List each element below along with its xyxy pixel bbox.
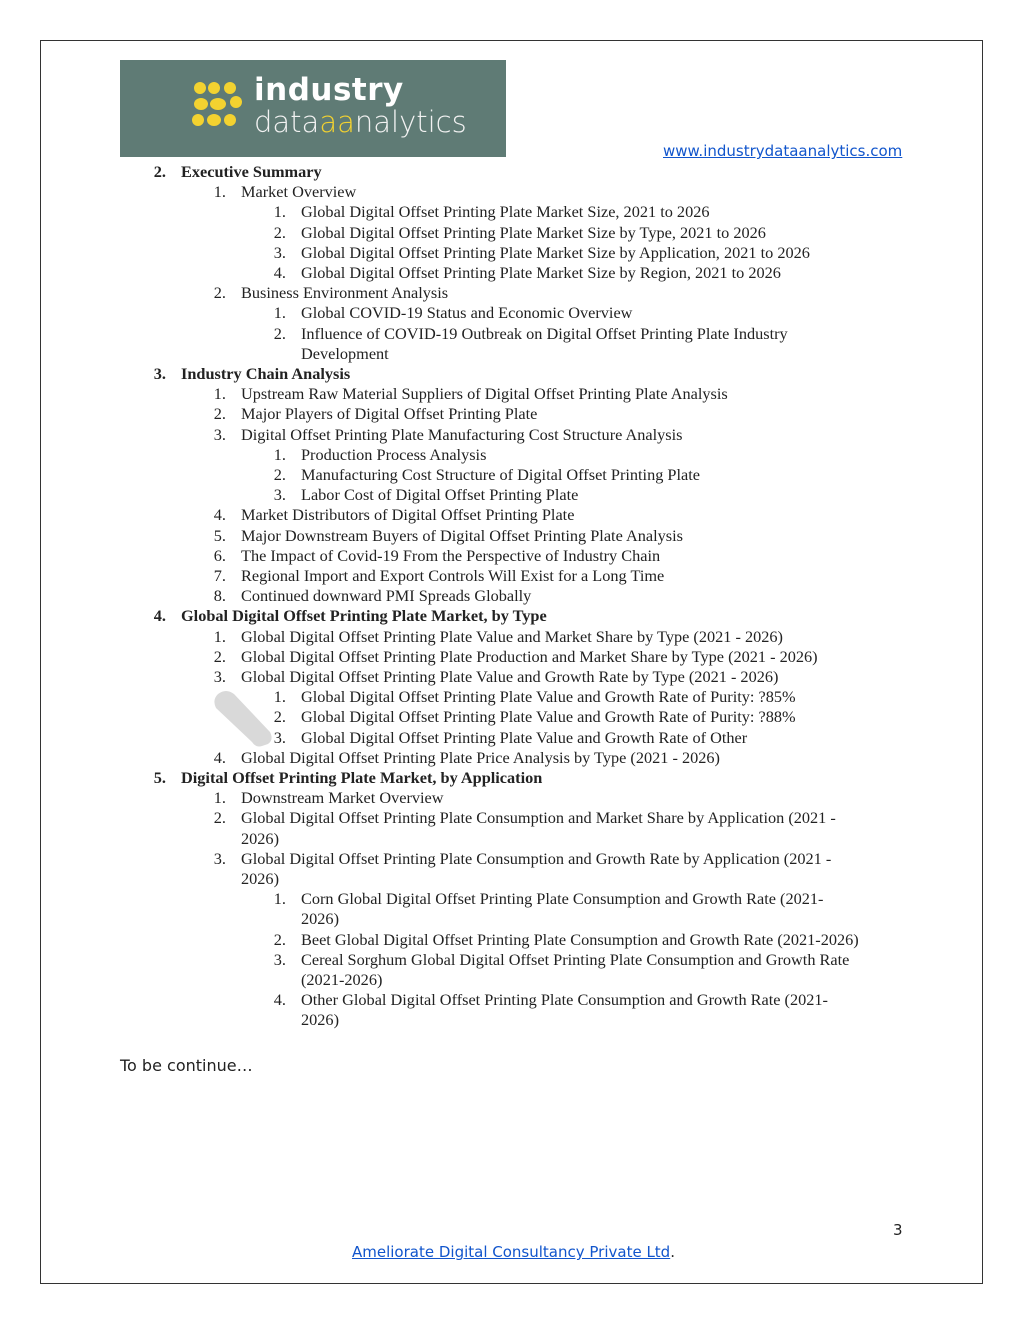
toc-item-number: 3. bbox=[273, 242, 286, 262]
toc-item-label: Major Players of Digital Offset Printing Plate bbox=[241, 404, 538, 424]
toc-item-number: 4. bbox=[213, 505, 226, 525]
toc-item-number: 1. bbox=[213, 182, 226, 202]
toc-item-number: 5. bbox=[153, 768, 166, 787]
toc-item-number: 4. bbox=[213, 747, 226, 767]
footer-period: . bbox=[670, 1243, 675, 1261]
toc-item-label: Global Digital Offset Printing Plate Market Size by Type, 2021 to 2026 bbox=[301, 222, 766, 242]
logo-dots-icon bbox=[192, 80, 244, 132]
toc-item-label: Market Overview bbox=[241, 182, 357, 202]
toc-item-label: Global Digital Offset Printing Plate Production and Market Share by Type (2021 - 2026) bbox=[241, 646, 818, 666]
footer bbox=[352, 1243, 675, 1261]
toc-item-number: 1. bbox=[213, 788, 226, 808]
toc-item-number: 2. bbox=[213, 404, 226, 424]
toc-item-label: Global Digital Offset Printing Plate Market Size by Region, 2021 to 2026 bbox=[301, 263, 781, 282]
toc-item-label: Global Digital Offset Printing Plate Value and Market Share by Type (2021 - 2026) bbox=[241, 626, 783, 646]
toc-item-number: 1. bbox=[273, 444, 286, 464]
toc-item-label: (2021-2026) bbox=[301, 970, 383, 989]
toc-item-number: 3. bbox=[273, 727, 286, 747]
toc-item-label: Production Process Analysis bbox=[301, 444, 487, 464]
company-logo bbox=[120, 60, 506, 157]
toc-item-label: Regional Import and Export Controls Will Exist for a Long Time bbox=[241, 566, 665, 585]
toc-item-number: 3. bbox=[213, 667, 226, 686]
toc-item-number: 5. bbox=[213, 525, 226, 545]
logo-word-dataanalytics: dataaanalytics bbox=[254, 105, 467, 139]
toc-item-number: 3. bbox=[273, 485, 286, 505]
toc-item-label: Development bbox=[301, 343, 389, 363]
toc-item-label: Continued downward PMI Spreads Globally bbox=[241, 586, 532, 606]
website-link[interactable]: www.industrydataanalytics.com bbox=[663, 142, 903, 160]
toc-item-label: Global Digital Offset Printing Plate Market Size by Application, 2021 to 2026 bbox=[301, 242, 810, 262]
toc-item-label: Global Digital Offset Printing Plate Consumption and Market Share by Application (2021 - bbox=[241, 808, 836, 828]
toc-item-number: 2. bbox=[273, 929, 286, 949]
toc-item-label: Global Digital Offset Printing Plate Market, by Type bbox=[181, 606, 547, 626]
toc-item-label: Other Global Digital Offset Printing Plate Consumption and Growth Rate (2021- bbox=[301, 990, 828, 1010]
toc-item-number: 2. bbox=[213, 808, 226, 828]
page-number: 3 bbox=[893, 1221, 903, 1239]
toc-item-number: 2. bbox=[213, 283, 226, 303]
toc-item-label: Global Digital Offset Printing Plate Value and Growth Rate of Purity: ?85% bbox=[301, 687, 796, 707]
toc-item-number: 1. bbox=[213, 626, 226, 646]
toc-item-number: 2. bbox=[153, 162, 166, 181]
toc-item-number: 2. bbox=[273, 707, 286, 727]
toc-item-number: 6. bbox=[213, 545, 226, 565]
toc-item-label: Corn Global Digital Offset Printing Plate Consumption and Growth Rate (2021- bbox=[301, 889, 824, 909]
toc-item-label: Upstream Raw Material Suppliers of Digital Offset Printing Plate Analysis bbox=[241, 384, 728, 404]
toc-item-label: 2026) bbox=[301, 1010, 339, 1030]
toc-item-number: 3. bbox=[153, 364, 166, 383]
toc-item-label: 2026) bbox=[301, 909, 339, 929]
toc-item-label: Beet Global Digital Offset Printing Plate Consumption and Growth Rate (2021-2026) bbox=[301, 929, 859, 949]
toc-item-label: 2026) bbox=[241, 828, 279, 848]
toc-item-label: Global Digital Offset Printing Plate Value and Growth Rate of Purity: ?88% bbox=[301, 707, 796, 727]
toc-item-number: 4. bbox=[153, 606, 166, 626]
footer-company-link[interactable]: Ameliorate Digital Consultancy Private Ltd bbox=[352, 1243, 671, 1261]
toc-item-label: Downstream Market Overview bbox=[241, 788, 444, 808]
toc-item-label: Industry Chain Analysis bbox=[181, 364, 351, 383]
toc-item-label: Manufacturing Cost Structure of Digital Offset Printing Plate bbox=[301, 465, 700, 484]
toc-item-label: Global Digital Offset Printing Plate Price Analysis by Type (2021 - 2026) bbox=[241, 747, 720, 767]
toc-item-number: 1. bbox=[273, 687, 286, 707]
toc-item-label: Global Digital Offset Printing Plate Value and Growth Rate of Other bbox=[301, 727, 748, 747]
toc-item-number: 3. bbox=[273, 949, 286, 969]
toc-item-number: 4. bbox=[273, 263, 286, 282]
toc-item-label: Business Environment Analysis bbox=[241, 283, 449, 303]
toc-item-number: 2. bbox=[273, 323, 286, 343]
toc-item-label: Global Digital Offset Printing Plate Value and Growth Rate by Type (2021 - 2026) bbox=[241, 667, 779, 686]
toc-item-label: Global Digital Offset Printing Plate Consumption and Growth Rate by Application (2021 - bbox=[241, 848, 832, 868]
toc-item-number: 1. bbox=[273, 303, 286, 323]
toc-item-label: 2026) bbox=[241, 869, 279, 888]
toc-item-label: Market Distributors of Digital Offset Printing Plate bbox=[241, 505, 575, 525]
toc-item-number: 2. bbox=[273, 465, 286, 484]
toc-item-number: 2. bbox=[273, 222, 286, 242]
toc-item-label: Labor Cost of Digital Offset Printing Plate bbox=[301, 485, 579, 505]
continue-note: To be continue… bbox=[120, 1056, 253, 1075]
toc-item-label: Global COVID-19 Status and Economic Overview bbox=[301, 303, 633, 323]
toc-item-label: Executive Summary bbox=[181, 162, 322, 181]
toc-item-label: Influence of COVID-19 Outbreak on Digital Offset Printing Plate Industry bbox=[301, 323, 788, 343]
toc-item-number: 1. bbox=[273, 202, 286, 222]
toc-item-label: Major Downstream Buyers of Digital Offset Printing Plate Analysis bbox=[241, 525, 683, 545]
logo-word-industry: industry bbox=[254, 72, 404, 108]
toc-item-number: 8. bbox=[213, 586, 226, 606]
toc-item-number: 1. bbox=[213, 384, 226, 404]
toc-item-number: 1. bbox=[273, 889, 286, 909]
toc-item-number: 7. bbox=[213, 566, 226, 585]
toc-item-label: Cereal Sorghum Global Digital Offset Printing Plate Consumption and Growth Rate bbox=[301, 949, 850, 969]
toc-item-number: 2. bbox=[213, 646, 226, 666]
toc-item-number: 3. bbox=[213, 848, 226, 868]
toc-item-label: The Impact of Covid-19 From the Perspective of Industry Chain bbox=[241, 545, 661, 565]
toc-item-number: 3. bbox=[213, 424, 226, 444]
toc-item-number: 4. bbox=[273, 990, 286, 1010]
toc-item-label: Digital Offset Printing Plate Manufacturing Cost Structure Analysis bbox=[241, 424, 683, 444]
toc-item-label: Global Digital Offset Printing Plate Market Size, 2021 to 2026 bbox=[301, 202, 710, 222]
toc-item-label: Digital Offset Printing Plate Market, by Application bbox=[181, 768, 543, 787]
